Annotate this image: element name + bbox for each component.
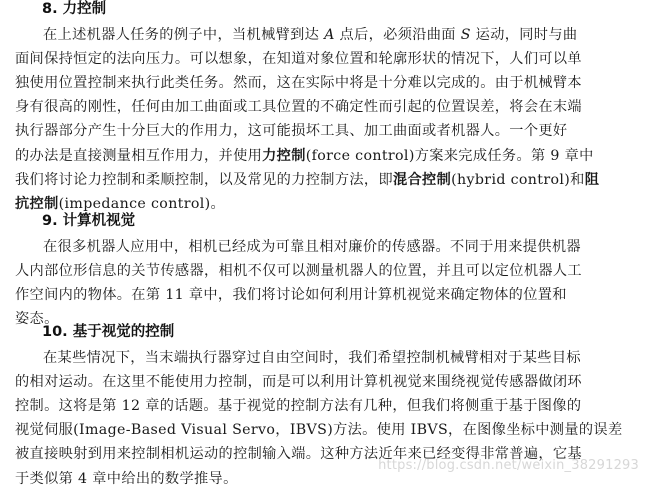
- text-run: 在很多机器人应用中，相机已经成为可靠且相对廉价的传感器。不同于用来提供机器: [43, 239, 581, 255]
- text-run: 执行器部分产生十分巨大的作用力，这可能损坏工具、加工曲面或者机器人。一个更好: [15, 123, 568, 140]
- bold-term: 混合控制: [392, 171, 452, 188]
- italic-symbol: S: [460, 27, 471, 43]
- paragraph-line: [15, 74, 582, 92]
- text-run: 身有很高的刚性，任何由加工曲面或工具位置的不确定性而引起的位置误差，将会在末端: [15, 99, 582, 116]
- paragraph-line: [15, 50, 582, 68]
- text-run: 控制。这将是第 12 章的话题。基于视觉的控制方法有几种，但我们将侧重于基于图像的: [15, 398, 582, 415]
- text-run: (force control)方案来完成任务。第 9 章中: [305, 147, 594, 164]
- paragraph-line: [15, 262, 582, 280]
- paragraph-line: [15, 98, 582, 116]
- paragraph-line: [15, 373, 582, 391]
- paragraph-line: [43, 26, 577, 44]
- text-run: 独使用位置控制来执行此类任务。然而，这在实际中将是十分难以完成的。由于机械臂本: [15, 75, 582, 92]
- text-run: (hybrid control)和: [451, 171, 585, 188]
- text-run: 的相对运动。在这里不能使用力控制，而是可以利用计算机视觉来围绕视觉传感器做闭环: [15, 374, 582, 391]
- text-run: 人内部位形信息的关节传感器，相机不仅可以测量机器人的位置，并且可以定位机器人工: [15, 263, 582, 280]
- bold-term: 抗控制: [15, 195, 59, 212]
- paragraph-line: [15, 195, 225, 213]
- text-run: 姿态。: [15, 311, 59, 328]
- section-heading-vision-based-control: 10. 基于视觉的控制: [42, 324, 175, 340]
- bold-term: 力控制: [262, 147, 306, 164]
- text-run: 被直接映射到用来控制相机运动的控制输入端。这种方法近年来已经变得非常普遍，它基: [15, 446, 582, 463]
- paragraph-line: [15, 397, 581, 415]
- paragraph-line: [15, 421, 623, 439]
- paragraph-line: [43, 238, 581, 256]
- italic-symbol: A: [324, 27, 335, 43]
- text-run: 我们将讨论力控制和柔顺控制，以及常见的力控制方法，即: [15, 171, 393, 188]
- paragraph-line: [15, 147, 594, 165]
- paragraph-line: [15, 122, 567, 140]
- text-run: 于类似第 4 章中给出的数学推导。: [15, 470, 238, 487]
- section-heading-force-control: 8. 力控制: [42, 1, 107, 17]
- text-run: 在某些情况下，当末端执行器穿过自由空间时，我们希望控制机械臂相对于某些目标: [43, 350, 581, 366]
- paragraph-line: [43, 349, 581, 367]
- text-run: 视觉伺服(Image-Based Visual Servo，IBVS)方法。使用 IBVS，在图像坐标中测量的误差: [15, 422, 623, 439]
- paragraph-line: [15, 171, 599, 189]
- text-run: 运动，同时与曲: [470, 27, 578, 43]
- bold-term: 阻: [584, 171, 600, 188]
- text-run: 在上述机器人任务的例子中，当机械臂到达: [43, 27, 325, 43]
- text-run: 作空间内的物体。在第 11 章中，我们将讨论如何利用计算机视觉来确定物体的位置和: [15, 287, 567, 304]
- text-run: 的办法是直接测量相互作用力，并使用: [15, 147, 263, 164]
- text-run: 面间保持恒定的法向压力。可以想象，在知道对象位置和轮廓形状的情况下，人们可以单: [15, 51, 582, 68]
- text-run: (impedance control)。: [58, 195, 226, 212]
- paragraph-line: [15, 470, 238, 488]
- watermark-url: https://blog.csdn.net/weixin_38291293: [378, 458, 639, 473]
- paragraph-line: [15, 286, 567, 304]
- text-run: 点后，必须沿曲面: [334, 27, 461, 43]
- section-heading-computer-vision: 9. 计算机视觉: [42, 213, 136, 229]
